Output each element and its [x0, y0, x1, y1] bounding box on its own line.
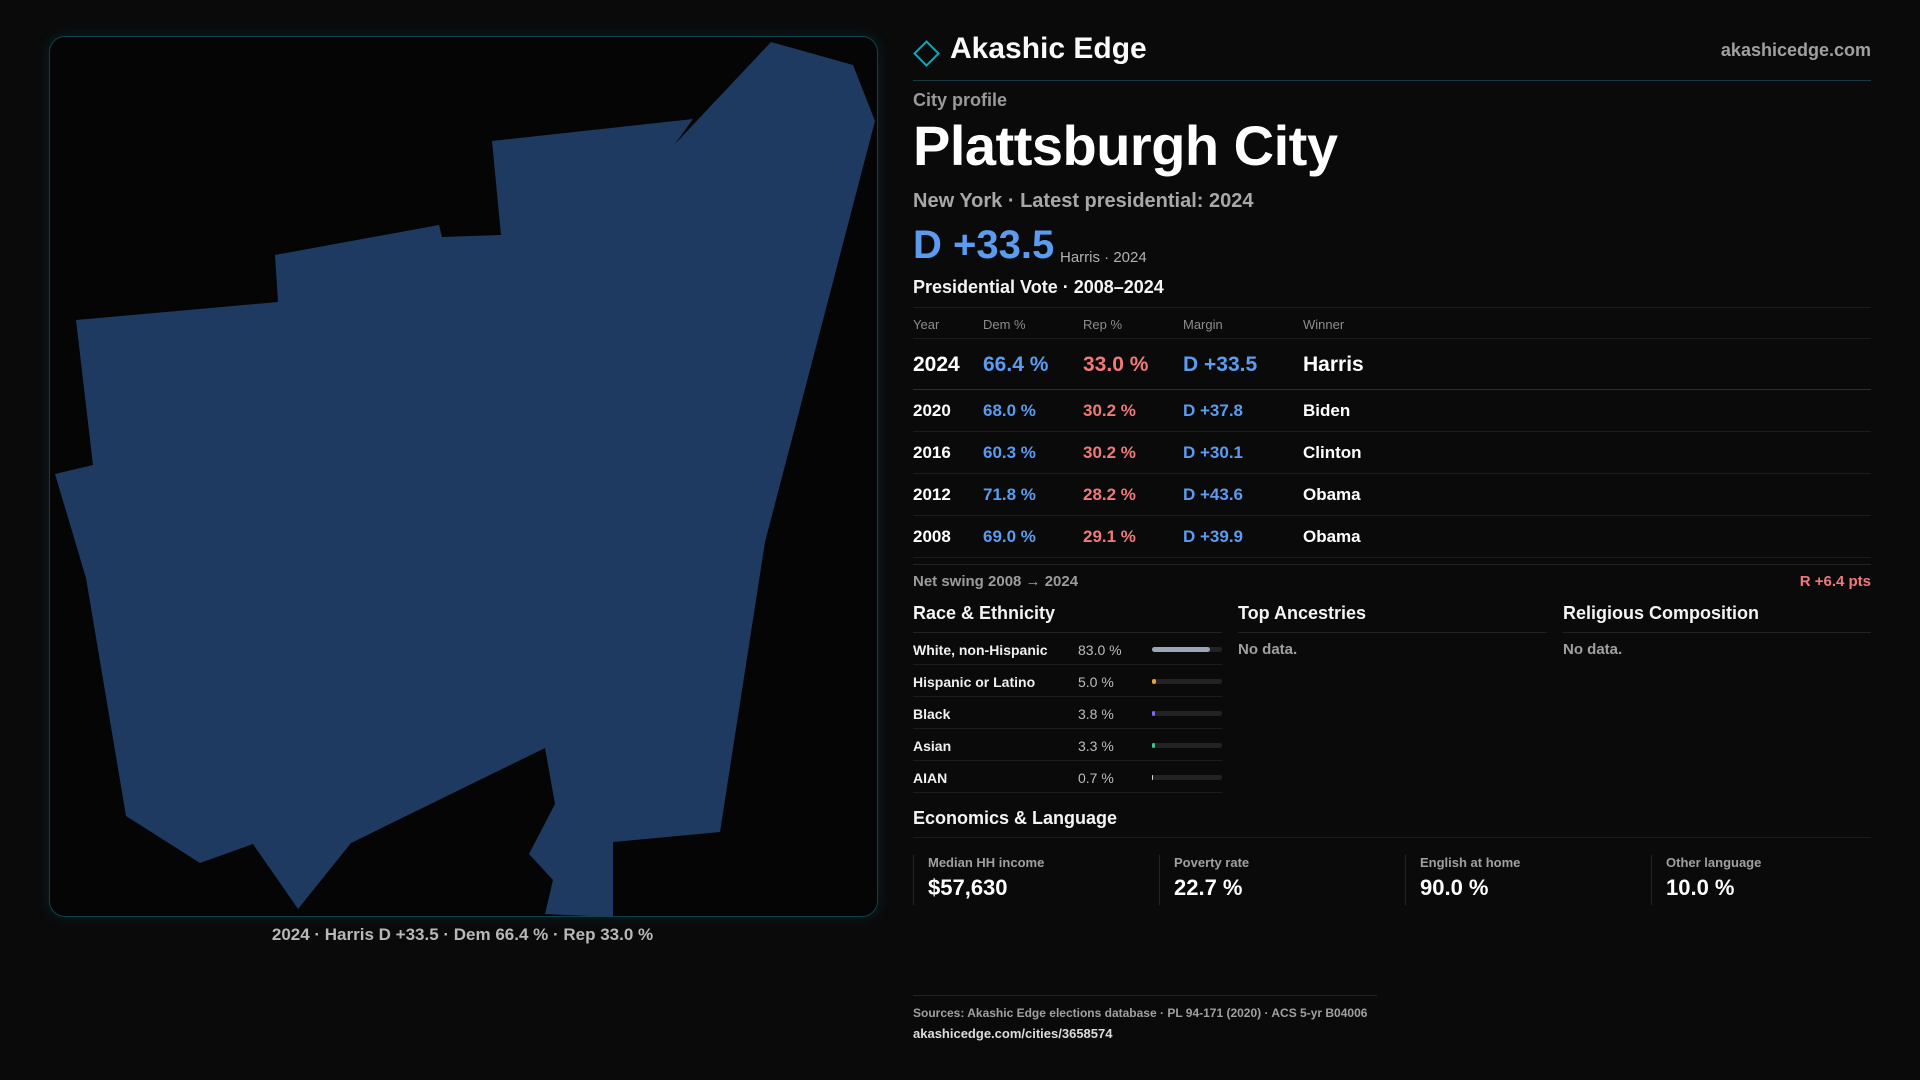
table-row[interactable] [913, 474, 1871, 516]
cell-dem: 69.0 % [983, 527, 1036, 546]
cell-rep: 29.1 % [1083, 527, 1136, 546]
cell-winner: Obama [1303, 527, 1361, 546]
race-bar-fill [1152, 647, 1210, 652]
econ-value: 22.7 % [1174, 875, 1243, 900]
city-boundary-map [50, 37, 877, 916]
cell-dem: 71.8 % [983, 485, 1036, 504]
race-bar-track [1152, 647, 1222, 652]
table-row[interactable] [913, 339, 1871, 390]
divider [913, 837, 1871, 838]
brand-name[interactable]: Akashic Edge [950, 32, 1147, 65]
race-label: AIAN [913, 770, 948, 786]
religion-panel [1563, 603, 1871, 658]
page-eyebrow: City profile [913, 90, 1008, 110]
cell-year: 2012 [913, 485, 951, 504]
net-swing-value: R +6.4 pts [1799, 573, 1871, 590]
header-winner: Winner [1303, 317, 1345, 332]
presidential-vote-table [913, 307, 1871, 558]
cell-winner: Clinton [1303, 443, 1362, 462]
cell-year: 2016 [913, 443, 951, 462]
race-value: 3.8 % [1078, 706, 1114, 722]
cell-margin: D +33.5 [1183, 353, 1258, 376]
header-rep: Rep % [1083, 317, 1123, 332]
race-bar-track [1152, 775, 1222, 780]
source-url-link[interactable]: akashicedge.com/cities/3658574 [913, 1026, 1113, 1041]
race-bar-track [1152, 743, 1222, 748]
ancestries-panel [1238, 603, 1547, 658]
econ-english-at-home [1405, 855, 1650, 905]
cell-dem: 66.4 % [983, 353, 1049, 376]
cell-margin: D +30.1 [1183, 443, 1244, 462]
race-value: 3.3 % [1078, 738, 1114, 754]
cell-year: 2008 [913, 527, 951, 546]
cell-rep: 30.2 % [1083, 443, 1136, 462]
ancestries-panel-title: Top Ancestries [1238, 603, 1547, 633]
cell-rep: 28.2 % [1083, 485, 1136, 504]
diamond-logo-icon [913, 40, 940, 67]
race-bar-track [1152, 679, 1222, 684]
race-row [913, 729, 1222, 761]
cell-rep: 33.0 % [1083, 353, 1149, 376]
race-row [913, 697, 1222, 729]
race-label: White, non-Hispanic [913, 642, 1048, 658]
table-row[interactable] [913, 432, 1871, 474]
header-year: Year [913, 317, 940, 332]
cell-margin: D +39.9 [1183, 527, 1244, 546]
race-bar-fill [1152, 743, 1155, 748]
race-bar-track [1152, 711, 1222, 716]
map-caption: 2024 · Harris D +33.5 · Dem 66.4 % · Rep 33.0 % [271, 925, 654, 944]
cell-margin: D +43.6 [1183, 485, 1244, 504]
race-ethnicity-panel [913, 603, 1222, 793]
ancestries-empty-text: No data. [1238, 641, 1298, 658]
race-panel-title: Race & Ethnicity [913, 603, 1222, 633]
latest-margin: D +33.5 [913, 223, 1055, 267]
econ-value: 10.0 % [1666, 875, 1735, 900]
race-value: 83.0 % [1078, 642, 1122, 658]
vote-section-title: Presidential Vote · 2008–2024 [913, 277, 1164, 297]
city-map[interactable] [49, 36, 878, 917]
econ-value: 90.0 % [1420, 875, 1489, 900]
economics-title: Economics & Language [913, 808, 1118, 828]
race-row [913, 761, 1222, 793]
race-bar-fill [1152, 679, 1156, 684]
race-label: Hispanic or Latino [913, 674, 1036, 690]
cell-year: 2024 [913, 353, 960, 376]
econ-poverty-rate [1159, 855, 1404, 905]
header [913, 30, 1871, 81]
header-dem: Dem % [983, 317, 1026, 332]
cell-winner: Obama [1303, 485, 1361, 504]
econ-value: $57,630 [928, 875, 1008, 900]
race-row [913, 665, 1222, 697]
cell-year: 2020 [913, 401, 951, 420]
race-label: Black [913, 706, 951, 722]
race-value: 5.0 % [1078, 674, 1114, 690]
cell-dem: 60.3 % [983, 443, 1036, 462]
table-row[interactable] [913, 390, 1871, 432]
header-margin: Margin [1183, 317, 1223, 332]
sources-text: Sources: Akashic Edge elections database · PL 94-171 (2020) · ACS 5-yr B04006 [913, 1006, 1368, 1020]
econ-label: Poverty rate [1174, 855, 1250, 870]
econ-median-income [913, 855, 1158, 905]
econ-label: Other language [1666, 855, 1762, 870]
race-bar-fill [1152, 711, 1155, 716]
race-row [913, 633, 1222, 665]
divider [913, 995, 1377, 996]
cell-rep: 30.2 % [1083, 401, 1136, 420]
city-boundary-shape[interactable] [55, 42, 875, 916]
latest-margin-note: Harris · 2024 [1060, 249, 1147, 266]
page-subtitle: New York · Latest presidential: 2024 [913, 190, 1254, 212]
econ-label: Median HH income [928, 855, 1045, 870]
net-swing-label: Net swing 2008 → 2024 [913, 573, 1079, 590]
table-header-row [913, 307, 1871, 339]
religion-empty-text: No data. [1563, 641, 1623, 658]
cell-winner: Biden [1303, 401, 1351, 420]
cell-winner: Harris [1303, 353, 1364, 376]
race-value: 0.7 % [1078, 770, 1114, 786]
race-label: Asian [913, 738, 952, 754]
religion-panel-title: Religious Composition [1563, 603, 1871, 633]
table-row[interactable] [913, 516, 1871, 558]
econ-label: English at home [1420, 855, 1521, 870]
cell-margin: D +37.8 [1183, 401, 1244, 420]
cell-dem: 68.0 % [983, 401, 1036, 420]
divider [913, 564, 1871, 565]
page-title: Plattsburgh City [913, 114, 1338, 177]
brand-domain-link[interactable]: akashicedge.com [1720, 40, 1871, 60]
econ-other-language [1651, 855, 1871, 905]
